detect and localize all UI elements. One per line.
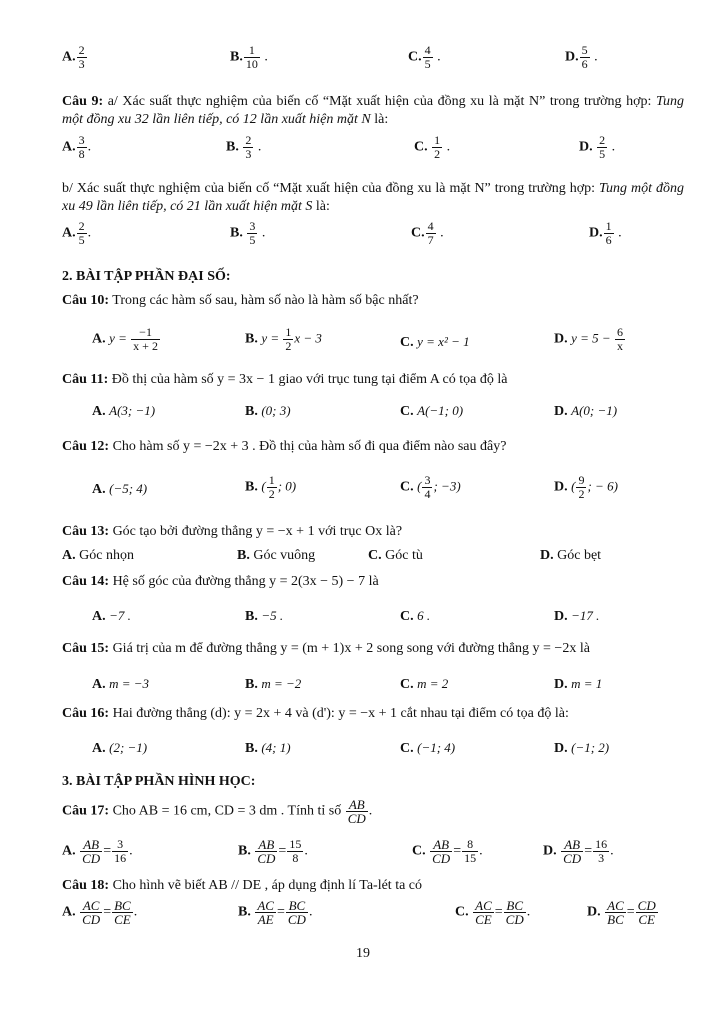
q14-text: Câu 14: Hệ số góc của đường thẳng y = 2(3x − 5) − 7 là	[62, 574, 379, 589]
q12-text: Câu 12: Cho hàm số y = −2x + 3 . Đồ thị của hàm số đi qua điểm nào sau đây?	[62, 439, 507, 454]
q13-text: Câu 13: Góc tạo bởi đường thẳng y = −x + 1 với trục Ox là?	[62, 524, 403, 539]
q15-text: Câu 15: Giá trị của m để đường thẳng y = (m + 1)x + 2 song song với đường thẳng y = −2x là	[62, 641, 590, 656]
q9-part-b: b/ Xác suất thực nghiệm của biến cố “Mặt xuất hiện của đồng xu là mặt N” trong trường hợp: Tung một đồng xu 49 lần liên tiếp, có 21 lần xuất hiện mặt S là:	[62, 181, 685, 214]
page-number: 19	[356, 946, 370, 961]
section-3-heading: 3. BÀI TẬP PHẦN HÌNH HỌC:	[62, 774, 256, 789]
section-2-heading: 2. BÀI TẬP PHẦN ĐẠI SỐ:	[62, 269, 231, 284]
q17-text: Câu 17: Cho AB = 16 cm, CD = 3 dm . Tính tỉ số $\frac{AB}{CD}$ .	[62, 797, 373, 826]
q18-text: Câu 18: Cho hình vẽ biết AB // DE , áp dụng định lí Ta-lét ta có	[62, 878, 423, 893]
q16-text: Câu 16: Hai đường thẳng (d): y = 2x + 4 và (d'): y = −x + 1 cắt nhau tại điểm có tọa độ là:	[62, 706, 569, 721]
q10-text: Câu 10: Trong các hàm số sau, hàm số nào là hàm số bậc nhất?	[62, 293, 419, 308]
q9-part-a: Câu 9: a/ Xác suất thực nghiệm của biến cố “Mặt xuất hiện của đồng xu là mặt N” trong trường hợp: Tung một đồng xu 32 lần liên tiếp, có 12 lần xuất hiện mặt N là:	[62, 94, 685, 127]
fraction: $\frac{2}{3}$	[78, 43, 85, 71]
q11-text: Câu 11: Đồ thị của hàm số y = 3x − 1 giao với trục tung tại điểm A có tọa độ là	[62, 372, 508, 387]
